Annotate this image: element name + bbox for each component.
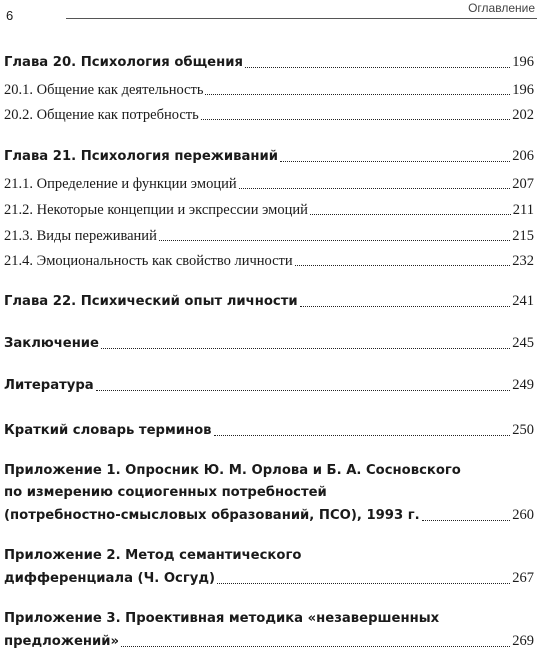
dot-leader — [300, 305, 511, 307]
toc-entry-page: 202 — [512, 107, 534, 123]
toc-entry-page: 207 — [512, 176, 534, 192]
toc-entry-title: Глава 22. Психический опыт личности — [4, 294, 298, 309]
toc-entry-appendix-3[interactable] — [4, 608, 534, 653]
toc-entry-chapter-22[interactable] — [4, 290, 534, 313]
toc-entry-conclusion[interactable] — [4, 332, 534, 355]
toc-entry-page: 241 — [512, 293, 534, 309]
toc-entry-chapter-20[interactable] — [4, 51, 534, 74]
toc-entry-page: 196 — [512, 82, 534, 98]
toc-entry-title-line: предложений» — [4, 634, 120, 649]
toc-entry-title: 21.3. Виды переживаний — [4, 228, 157, 244]
toc-entry-21-3[interactable] — [4, 225, 534, 247]
toc-entry-title: 21.1. Определение и функции эмоций — [4, 176, 237, 192]
header-rule — [66, 18, 537, 19]
toc-entry-20-2[interactable] — [4, 104, 534, 126]
toc-entry-title: 20.1. Общение как деятельность — [4, 82, 204, 98]
toc-entry-page: 196 — [512, 54, 534, 70]
toc-entry-page: 232 — [512, 253, 534, 269]
dot-leader — [310, 213, 511, 215]
dot-leader — [295, 264, 511, 266]
toc-entry-title-line: дифференциала (Ч. Осгуд) — [4, 571, 216, 586]
dot-leader — [201, 118, 511, 120]
page-number: 6 — [6, 8, 14, 23]
toc-entry-title: 21.4. Эмоциональность как свойство личности — [4, 253, 293, 269]
toc-entry-title-line: Приложение 2. Метод семантического — [4, 548, 302, 563]
toc-entry-title: Литература — [4, 378, 94, 393]
toc-entry-21-1[interactable] — [4, 173, 534, 195]
dot-leader — [239, 187, 511, 189]
toc-entry-page: 250 — [512, 422, 534, 438]
dot-leader — [121, 645, 510, 647]
dot-leader — [159, 239, 510, 241]
toc-entry-title: 21.2. Некоторые концепции и экспрессии эмоций — [4, 202, 308, 218]
dot-leader — [422, 519, 511, 521]
toc-entry-title: Заключение — [4, 336, 99, 351]
toc-entry-title: Глава 21. Психология переживаний — [4, 149, 278, 164]
toc-entry-literature[interactable] — [4, 374, 534, 397]
dot-leader — [101, 347, 510, 349]
toc-entry-appendix-2[interactable] — [4, 545, 534, 590]
toc-entry-21-4[interactable] — [4, 250, 534, 272]
toc-entry-21-2[interactable] — [4, 199, 534, 221]
page-header — [0, 0, 537, 26]
toc-entry-title: 20.2. Общение как потребность — [4, 107, 199, 123]
dot-leader — [214, 434, 511, 436]
toc-entry-page: 215 — [512, 228, 534, 244]
toc-entry-title-line: по измерению социогенных потребностей — [4, 485, 327, 500]
toc-entry-chapter-21[interactable] — [4, 145, 534, 168]
toc-entry-appendix-1[interactable] — [4, 460, 534, 527]
dot-leader — [96, 389, 511, 391]
toc-entry-title-line: Приложение 1. Опросник Ю. М. Орлова и Б. А. Сосновского — [4, 463, 461, 478]
toc-entry-glossary[interactable] — [4, 419, 534, 442]
section-title: Оглавление — [468, 1, 535, 15]
dot-leader — [245, 66, 510, 68]
dot-leader — [280, 160, 510, 162]
toc-entry-page: 211 — [512, 202, 534, 218]
dot-leader — [217, 582, 510, 584]
toc-entry-page: 269 — [512, 633, 534, 649]
toc-entry-page: 245 — [512, 335, 534, 351]
toc-entry-title: Глава 20. Психология общения — [4, 55, 243, 70]
toc-entry-20-1[interactable] — [4, 79, 534, 101]
toc-entry-title-line: Приложение 3. Проективная методика «незавершенных — [4, 611, 440, 626]
toc-entry-title: Краткий словарь терминов — [4, 423, 212, 438]
toc-entry-page: 267 — [512, 570, 534, 586]
dot-leader — [205, 93, 510, 95]
toc-entry-page: 249 — [512, 377, 534, 393]
toc-entry-page: 260 — [512, 507, 534, 523]
toc-entry-page: 206 — [512, 148, 534, 164]
toc-entry-title-line: (потребностно-смысловых образований, ПСО), 1993 г. — [4, 508, 420, 523]
